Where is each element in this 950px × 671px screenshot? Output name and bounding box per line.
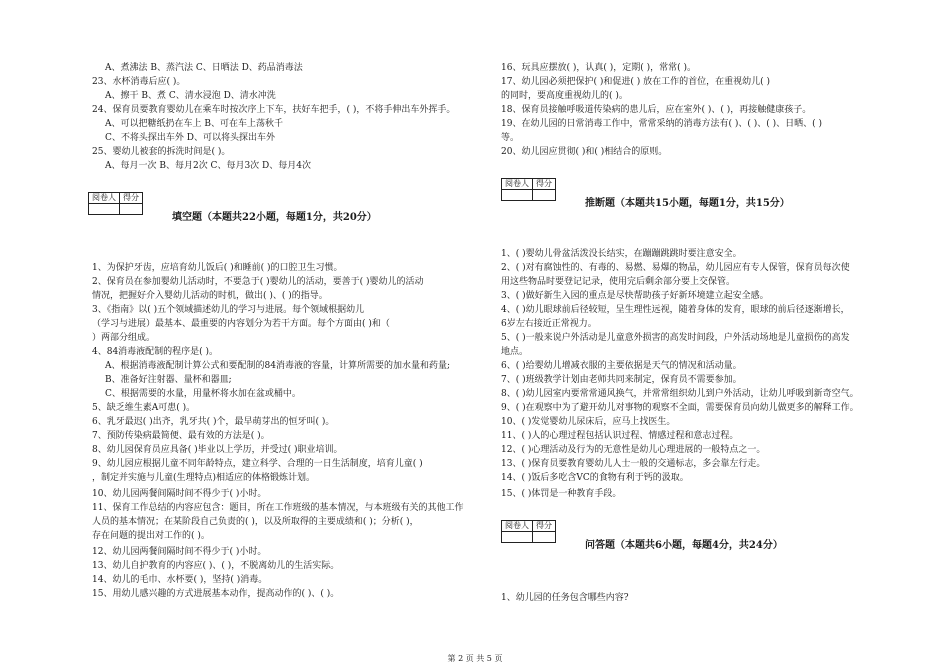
essay-question: 1、幼儿园的任务包含哪些内容? bbox=[501, 593, 629, 603]
reviewer-cell bbox=[89, 204, 120, 215]
judgment-line: 用这些物品时要登记记录，使用完后剩余部分要上交保管。 bbox=[501, 277, 736, 287]
judgment-line: 1、( )婴幼儿骨盆活泼没长结实，在蹦蹦跳跳时要注意安全。 bbox=[501, 249, 742, 259]
judgment-line: 13、( )保育员要教育婴幼儿人士一般的交通标志，多会靠左行走。 bbox=[501, 459, 766, 469]
mc-option-line: A、可以把糖纸扔在车上 B、可在车上荡秋千 bbox=[105, 119, 283, 129]
question-line: 6、乳牙最迟( )出齐，乳牙共( )个，最早萌芽出的恒牙叫( )。 bbox=[92, 417, 335, 427]
mc-question: 25、婴幼儿被套的拆洗时间是( )。 bbox=[92, 147, 231, 157]
mc-option-line: C、不将头探出车外 D、可以将头探出车外 bbox=[105, 133, 275, 143]
judgment-line: 5、( )一般来说户外活动是儿童意外损害的高发时间段，户外活动场地是儿童损伤的高发 bbox=[501, 333, 850, 343]
question-line: A、根据消毒液配制计算公式和要配制的84消毒液的容量，计算所需要的加水量和药量; bbox=[105, 361, 450, 371]
section-title: 问答题（本题共6小题，每题4分，共24分） bbox=[585, 540, 783, 551]
question-line: 18、保育员接触呼吸道传染病的患儿后，应在室外( )、( )，再接触健康孩子。 bbox=[501, 105, 812, 115]
question-line: 13、幼儿自护教育的内容应( )、( )，不脱离幼儿的生活实际。 bbox=[92, 561, 340, 571]
question-line: B、准备好注射器、量杯和器皿; bbox=[105, 375, 232, 385]
judgment-line: 地点。 bbox=[501, 347, 529, 357]
question-line: 的同时，要高度重视幼儿的( )。 bbox=[501, 91, 628, 101]
reviewer-label: 阅卷人 bbox=[502, 521, 533, 532]
question-line: 10、幼儿园两餐间隔时间不得少于( )小时。 bbox=[92, 489, 267, 499]
judgment-line: 11、( )人的心理过程包括认识过程、情感过程和意志过程。 bbox=[501, 431, 739, 441]
judgment-line: 14、( )饭后多吃含VC的食物有利于钙的汲取。 bbox=[501, 473, 689, 483]
reviewer-label: 阅卷人 bbox=[89, 193, 120, 204]
section-title: 填空题（本题共22小题，每题1分，共20分） bbox=[172, 212, 377, 223]
question-line: 5、缺乏维生素A可患( )。 bbox=[92, 403, 196, 413]
score-box bbox=[88, 192, 143, 215]
judgment-line: 4、( )幼儿眼球前后径较短，呈生理性远视，随着身体的发育，眼球的前后径逐渐增长， bbox=[501, 305, 850, 315]
question-line: 9、幼儿园应根据儿童不同年龄特点，建立科学、合理的一日生活制度，培育儿童( ) bbox=[92, 459, 423, 469]
judgment-line: 9、( )在观察中为了避开幼儿对事物的观察不全面，需要保育员向幼儿做更多的解释工作。 bbox=[501, 403, 859, 413]
section-title: 推断题（本题共15小题，每题1分，共15分） bbox=[585, 198, 790, 209]
question-line: （学习与进展）最基本、最重要的内容划分为若干方面。每个方面由( )和（ bbox=[92, 319, 390, 329]
score-box bbox=[501, 520, 556, 543]
mc-option-line: A、擦干 B、煮 C、清水浸泡 D、清水冲洗 bbox=[105, 91, 276, 101]
question-line: 15、用幼儿感兴趣的方式进展基本动作，提高动作的( )、( )。 bbox=[92, 589, 340, 599]
mc-option-line: A、煮沸法 B、蒸汽法 C、日晒法 D、药品消毒法 bbox=[105, 63, 303, 73]
question-line: 17、幼儿园必须把保护( )和促进( ) 放在工作的首位，在重视幼儿( ) bbox=[501, 77, 770, 87]
question-line: 16、玩具应摆放( )，认真( )，定期( )，常常( )。 bbox=[501, 63, 696, 73]
question-line: 情况，把握好介入婴幼儿活动的时机，做出( )、( )的指导。 bbox=[92, 291, 328, 301]
question-line: 8、幼儿园保育员应具备( )毕业以上学历，并受过( )职业培训。 bbox=[92, 445, 343, 455]
score-cell bbox=[533, 532, 556, 543]
score-cell bbox=[120, 204, 143, 215]
question-line: 12、幼儿园两餐间隔时间不得少于( )小时。 bbox=[92, 547, 267, 557]
question-line: 20、幼儿园应贯彻( )和( )相结合的原则。 bbox=[501, 147, 668, 157]
score-label: 得分 bbox=[533, 179, 556, 190]
question-line: 4、84消毒液配制的程序是( )。 bbox=[92, 347, 219, 357]
question-line: 7、预防传染病最简便、最有效的方法是( )。 bbox=[92, 431, 270, 441]
judgment-line: 2、( )对有腐蚀性的、有毒的、易燃、易爆的物品，幼儿园应有专人保管，保育员每次使 bbox=[501, 263, 850, 273]
question-line: ，制定并实施与儿童(生理特点)相适应的体格锻炼计划。 bbox=[92, 473, 316, 483]
score-label: 得分 bbox=[533, 521, 556, 532]
score-box bbox=[501, 178, 556, 201]
reviewer-label: 阅卷人 bbox=[502, 179, 533, 190]
judgment-line: 6、( )给婴幼儿增减衣服的主要依据是天气的情况和活动量。 bbox=[501, 361, 742, 371]
mc-question: 24、保育员要教育婴幼儿在乘车时按次序上下车，扶好车把手，( )，不将手伸出车外挥手。 bbox=[92, 105, 456, 115]
judgment-line: 15、( )体罚是一种教育手段。 bbox=[501, 489, 622, 499]
question-line: 11、保育工作总结的内容应包含：题目，所在工作班级的基本情况，与本班级有关的其他工作 bbox=[92, 503, 464, 513]
judgment-line: 7、( )班级教学计划由老师共同来制定，保育员不需要参加。 bbox=[501, 375, 742, 385]
score-label: 得分 bbox=[120, 193, 143, 204]
question-line: C、根据需要的水量，用量杯将水加在盆或桶中。 bbox=[105, 389, 301, 399]
judgment-line: 3、( )做好新生入园的重点是尽快帮助孩子好新环境建立起安全感。 bbox=[501, 291, 769, 301]
mc-question: 23、水杯消毒后应( )。 bbox=[92, 77, 186, 87]
question-line: 19、在幼儿园的日常消毒工作中，常常采纳的消毒方法有( )、( )、( )、日晒、( ) bbox=[501, 119, 822, 129]
score-cell bbox=[533, 190, 556, 201]
question-line: 3、《指南》以( )五个领域描述幼儿的学习与进展。每个领域根据幼儿 bbox=[92, 305, 365, 315]
reviewer-cell bbox=[502, 532, 533, 543]
judgment-line: 12、( )心理活动及行为的无意性是幼儿心理进展的一般特点之一。 bbox=[501, 445, 766, 455]
mc-option-line: A、每月一次 B、每月2次 C、每月3次 D、每月4次 bbox=[105, 161, 311, 171]
page-footer: 第 2 页 共 5 页 bbox=[447, 654, 503, 663]
judgment-line: 6岁左右接近正常视力。 bbox=[501, 319, 597, 329]
question-line: 14、幼儿的毛巾、水杯要( )，坚持( )消毒。 bbox=[92, 575, 268, 585]
judgment-line: 8、( )幼儿园室内要常常通风换气，并常常组织幼儿到户外活动，让幼儿呼吸到新奇空气。 bbox=[501, 389, 859, 399]
question-line: 存在问题的提出对工作的( )。 bbox=[92, 531, 210, 541]
judgment-line: 10、( )发觉婴幼儿尿床后，应马上找医生。 bbox=[501, 417, 676, 427]
reviewer-cell bbox=[502, 190, 533, 201]
question-line: 2、保育员在参加婴幼儿活动时，不要急于( )婴幼儿的活动，要善于( )婴幼儿的活动 bbox=[92, 277, 424, 287]
question-line: 等。 bbox=[501, 133, 520, 143]
question-line: ）两部分组成。 bbox=[92, 333, 156, 343]
question-line: 1、为保护牙齿，应培育幼儿饭后( )和睡前( )的口腔卫生习惯。 bbox=[92, 263, 343, 273]
question-line: 人员的基本情况；在某阶段自己负责的( )，以及所取得的主要成绩和( )；分析( )， bbox=[92, 517, 419, 527]
